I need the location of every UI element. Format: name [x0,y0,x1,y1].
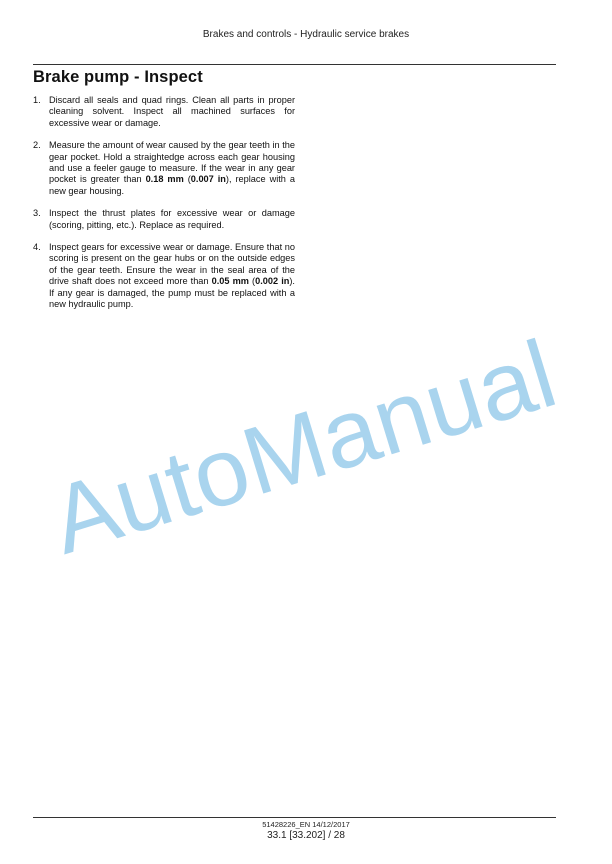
step-text-run: ( [248,276,256,287]
step-item [33,208,295,231]
page-title: Brake pump - Inspect [33,68,203,86]
inspection-steps [33,95,295,322]
step-text [49,208,295,231]
step-text [49,242,295,310]
step-text [49,140,295,197]
step-text-run: Measure the amount of wear caused by the gear teeth in the gear pocket. Hold a straightedge across each gear housing and use a feeler gauge to measure. If the wear in any gear pocket is greater than [49,140,295,185]
step-text-run: ( [183,174,191,185]
step-text-run: ). If any gear is damaged, the pump must be replaced with a new hydraulic pump. [49,276,295,310]
measurement-value: 0.002 in [255,276,290,287]
step-number: 4. [33,242,41,253]
footer-page-number: 33.1 [33.202] / 28 [267,830,345,841]
watermark-text: AutoManual [38,322,561,575]
step-item [33,95,295,129]
watermark [35,298,595,575]
running-header: Brakes and controls - Hydraulic service brakes [202,29,410,40]
footer-document-ref: 51428226_EN 14/12/2017 [262,820,350,829]
measurement-value: 0.05 mm [211,276,249,287]
step-text-run: Inspect gears for excessive wear or damage. Ensure that no scoring is present on the gear hubs or on the outside edges of the gear teeth. Ensure the wear in the seal area of the drive shaft does not exceed more than [49,242,295,287]
footer-rule [33,817,556,818]
measurement-value: 0.18 mm [145,174,184,185]
step-number: 2. [33,140,41,151]
step-text-run: Inspect the thrust plates for excessive wear or damage (scoring, pitting, etc.). Replace as required. [49,208,295,230]
step-text [49,95,295,129]
step-number: 3. [33,208,41,219]
step-text-run: Discard all seals and quad rings. Clean all parts in proper cleaning solvent. Inspect all machined surfaces for excessive wear or damage. [49,95,295,128]
step-number: 1. [33,95,41,105]
step-text-run: ), replace with a new gear housing. [49,174,295,196]
measurement-value: 0.007 in [190,174,226,185]
header-rule [33,64,556,65]
step-item [33,242,295,310]
step-item [33,140,295,197]
